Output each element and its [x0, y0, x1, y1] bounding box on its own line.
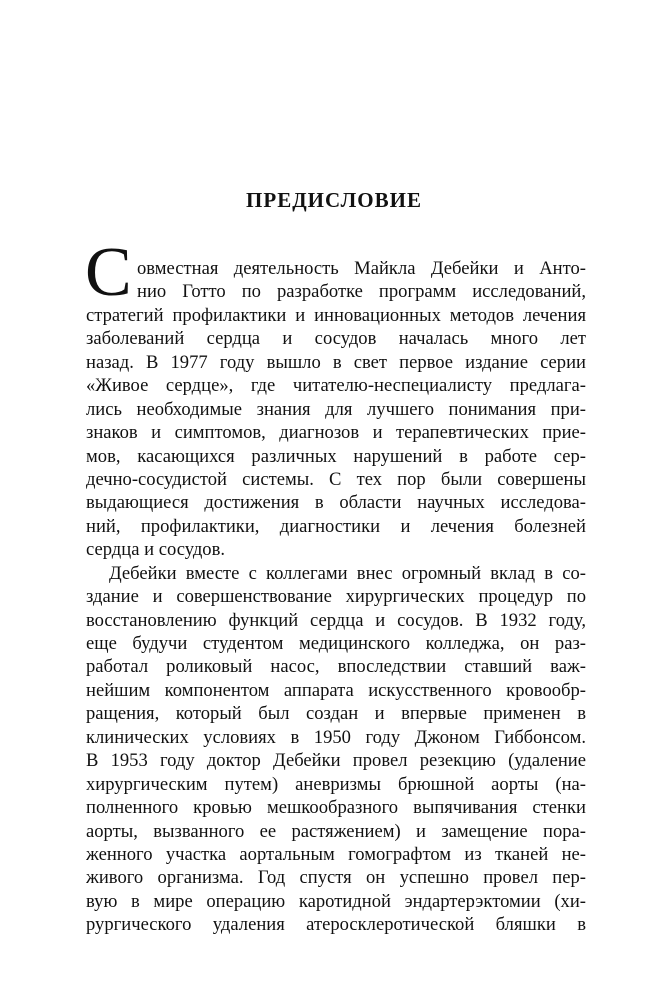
text-line: назад. В 1977 году вышло в свет первое издание серии	[86, 351, 586, 373]
text-line: сердца и сосудов.	[86, 539, 226, 561]
text-line: «Живое сердце», где читателю-неспециалисту предлага-	[86, 375, 586, 397]
text-line: выдающиеся достижения в области научных исследова-	[86, 492, 586, 514]
text-line: нейшим компонентом аппарата искусственного кровообр-	[86, 679, 586, 701]
text-line: аорты, вызванного ее растяжением) и замещение пора-	[86, 820, 586, 842]
text-line: ращения, который был создан и впервые применен в	[86, 703, 586, 725]
text-line: нио Готто по разработке программ исследований,	[137, 281, 586, 303]
text-line: овместная деятельность Майкла Дебейки и Анто-	[137, 258, 586, 279]
text-line: живого организма. Год спустя он успешно провел пер-	[86, 867, 586, 889]
body-text	[86, 257, 586, 937]
text-line: стратегий профилактики и инновационных методов лечения	[86, 304, 586, 326]
text-line: полненного кровью мешкообразного выпячивания стенки	[86, 797, 586, 819]
text-line: лись необходимые знания для лучшего понимания при-	[86, 398, 586, 420]
drop-cap-letter: С	[85, 234, 132, 311]
text-line: еще будучи студентом медицинского колледжа, он раз-	[86, 633, 586, 654]
text-line: знаков и симптомов, диагнозов и терапевтических прие-	[86, 422, 586, 444]
text-line: восстановлению функций сердца и сосудов. В 1932 году,	[86, 609, 586, 631]
text-line: мов, касающихся различных нарушений в работе сер-	[86, 445, 586, 467]
text-line: В 1953 году доктор Дебейки провел резекцию (удаление	[86, 750, 586, 772]
text-line: клинических условиях в 1950 году Джоном Гиббонсом.	[86, 726, 586, 748]
text-line: рургического удаления атеросклеротической бляшки в	[86, 914, 586, 936]
text-line: ний, профилактики, диагностики и лечения болезней	[86, 515, 586, 537]
text-line: хирургическим путем) аневризмы брюшной аорты (на-	[86, 773, 586, 795]
page-title: ПРЕДИСЛОВИЕ	[246, 188, 422, 212]
text-line: здание и совершенствование хирургических процедур по	[86, 586, 586, 608]
text-line: заболеваний сердца и сосудов началась много лет	[86, 328, 586, 350]
text-line: вую в мире операцию каротидной эндартерэктомии (хи-	[86, 890, 586, 912]
text-line: женного участка аортальным гомографтом из тканей не-	[86, 843, 586, 865]
text-line: дечно-сосудистой системы. С тех пор были совершены	[86, 468, 586, 490]
text-line: работал роликовый насос, впоследствии ставший важ-	[86, 656, 586, 678]
text-line: Дебейки вместе с коллегами внес огромный вклад в со-	[109, 562, 586, 584]
